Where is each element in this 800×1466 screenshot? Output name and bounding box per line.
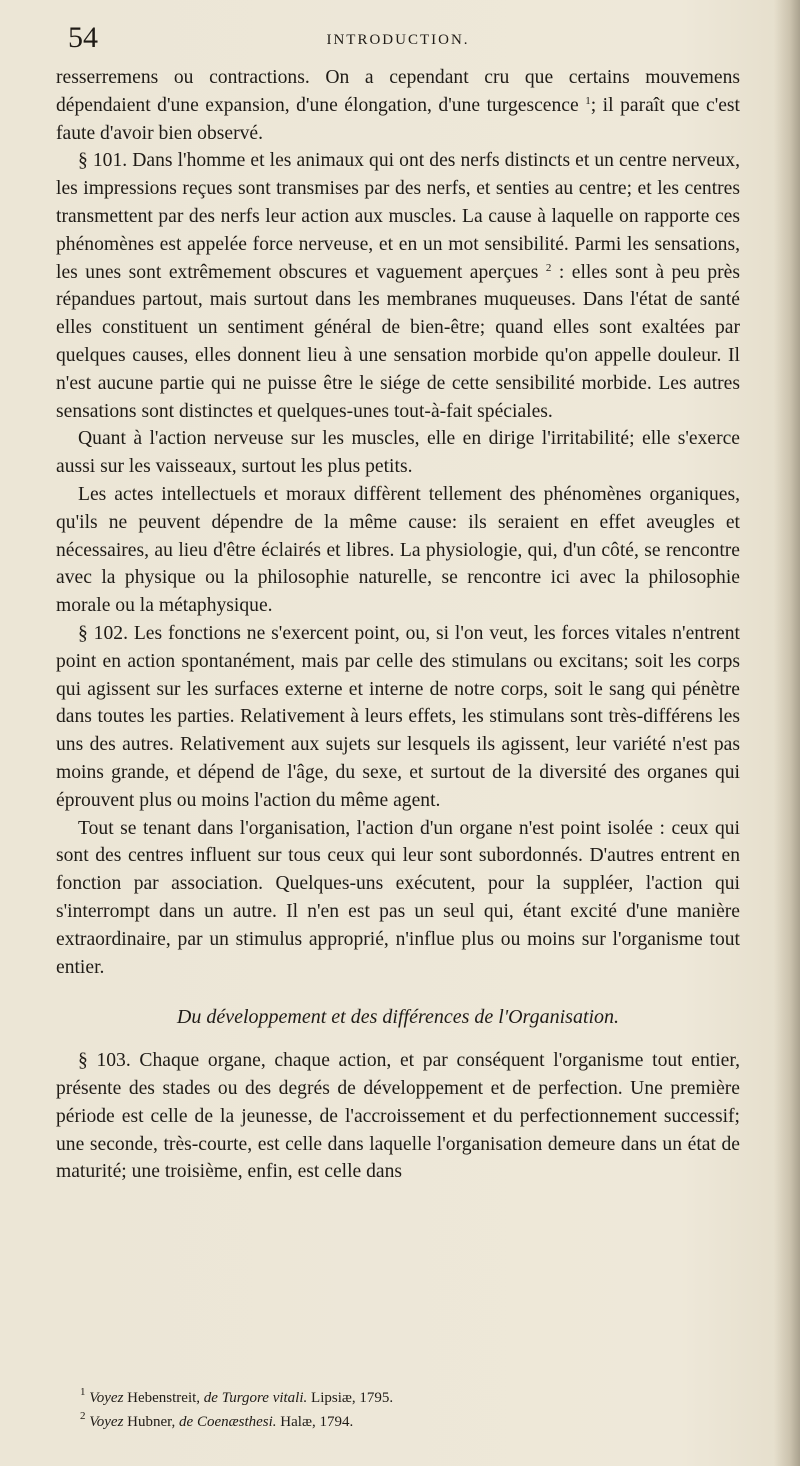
footnote-ref: 2 [545, 261, 552, 274]
paragraph-intellectual-acts: Les actes intellectuels et moraux diffèrent tellement des phénomènes organiques, qu'ils ne peuvent dépendre de la même cause: ils seraient en effet aveugles et nécessaires, au lieu d'être éclairés et libres. La physiologie, qui, d'un côté, se rencontre avec la physique ou la philosophie naturelle, se rencontre ici avec la philosophie morale ou la métaphysique. [56, 483, 740, 617]
paragraph-organisation: Tout se tenant dans l'organisation, l'action d'un organe n'est point isolée : ceux qui sont des centres influent sur tous ceux qui leur sont subordonnés. D'autres entrent en fonction par association. Quelques-uns exécutent, pour la suppléer, l'action qui s'interrompt dans un autre. Il n'en est pas un seul qui, étant excité d'une manière extraordinaire, par un stimulus approprié, n'influe plus ou moins sur l'organisme tout entier. [56, 817, 740, 978]
footnote-title: de Turgore vitali. [203, 1390, 308, 1406]
footnote-voyez: Voyez [89, 1414, 124, 1430]
text-run: : elles sont à peu près répandues partout, mais surtout dans les membranes muqueuses. Dans l'état de santé elles constituent un sentiment général de bien-être; quand elles sont exaltées par quelques causes, elles donnent lieu à une sensation morbide qu'on appelle douleur. Il n'est aucune partie qui ne puisse être le siége de cette sensibilité morbide. Les autres sensations sont distinctes et quelques-unes tout-à-fait spéciales. [56, 261, 740, 422]
footnote-2 [80, 1410, 700, 1434]
paragraph-continuation [56, 64, 740, 147]
paragraph-nerve-action: Quant à l'action nerveuse sur les muscles, elle en dirige l'irritabilité; elle s'exerce aussi sur les vaisseaux, surtout les plus petits. [56, 428, 740, 478]
footnote-author: Hebenstreit, [127, 1390, 201, 1406]
page-edge-shadow [774, 0, 800, 1466]
paragraph-102: § 102. Les fonctions ne s'exercent point, ou, si l'on veut, les forces vitales n'entrent point en action spontanément, mais par celle des stimulans ou excitans; soit les corps qui agissent sur les surfaces externe et interne de notre corps, soit le sang qui pénètre dans toutes les parties. Relativement à leurs effets, les stimulans sont très-différens les uns des autres. Relativement aux sujets sur lesquels ils agissent, leur variété n'est pas moins grande, et dépend de l'âge, du sexe, et surtout de la diversité des organes qui éprouvent plus ou moins l'action du même agent. [56, 622, 740, 811]
paragraph-103: § 103. Chaque organe, chaque action, et par conséquent l'organisme tout entier, présente des stades ou des degrés de développement et de perfection. Une première période est celle de la jeunesse, de l'accroissement et du perfectionnement successif; une seconde, très-courte, est celle dans laquelle l'organisation demeure dans un état de maturité; une troisième, enfin, est celle dans [56, 1050, 740, 1183]
section-heading: Du développement et des différences de l'Organisation. [176, 1006, 620, 1029]
page-number: 54 [68, 21, 98, 54]
page-header [68, 22, 728, 62]
paragraph-101 [56, 147, 740, 425]
footnote-place-date: Lipsiæ, 1795. [311, 1390, 394, 1406]
footnote-title: de Coenæsthesi. [179, 1414, 277, 1430]
footnote-place-date: Halæ, 1794. [280, 1414, 354, 1430]
footnotes [80, 1386, 700, 1434]
footnote-1 [80, 1386, 700, 1410]
footnote-marker: 1 [80, 1386, 86, 1398]
footnote-marker: 2 [80, 1410, 86, 1422]
footnote-voyez: Voyez [89, 1390, 124, 1406]
running-head: INTRODUCTION. [326, 32, 470, 48]
text-run: ; il paraît que c'est faute d'avoir bien observé. [56, 94, 740, 144]
text-run: resserremens ou contractions. On a cependant cru que certains mouvemens dépendaient d'une expansion, d'une élongation, d'une turgescence [56, 67, 740, 116]
body-text [56, 64, 740, 1186]
footnote-ref: 1 [585, 94, 591, 107]
footnote-author: Hubner, [127, 1414, 176, 1430]
text-run: § 101. Dans l'homme et les animaux qui ont des nerfs distincts et un centre nerveux, les impressions reçues sont transmises par des nerfs, et senties au centre; et les centres transmettent par des nerfs leur action aux muscles. La cause à laquelle on rapporte ces phénomènes est appelée force nerveuse, et en un mot sensibilité. Parmi les sensations, les unes sont extrêmement obscures et vaguement aperçues [56, 150, 740, 283]
